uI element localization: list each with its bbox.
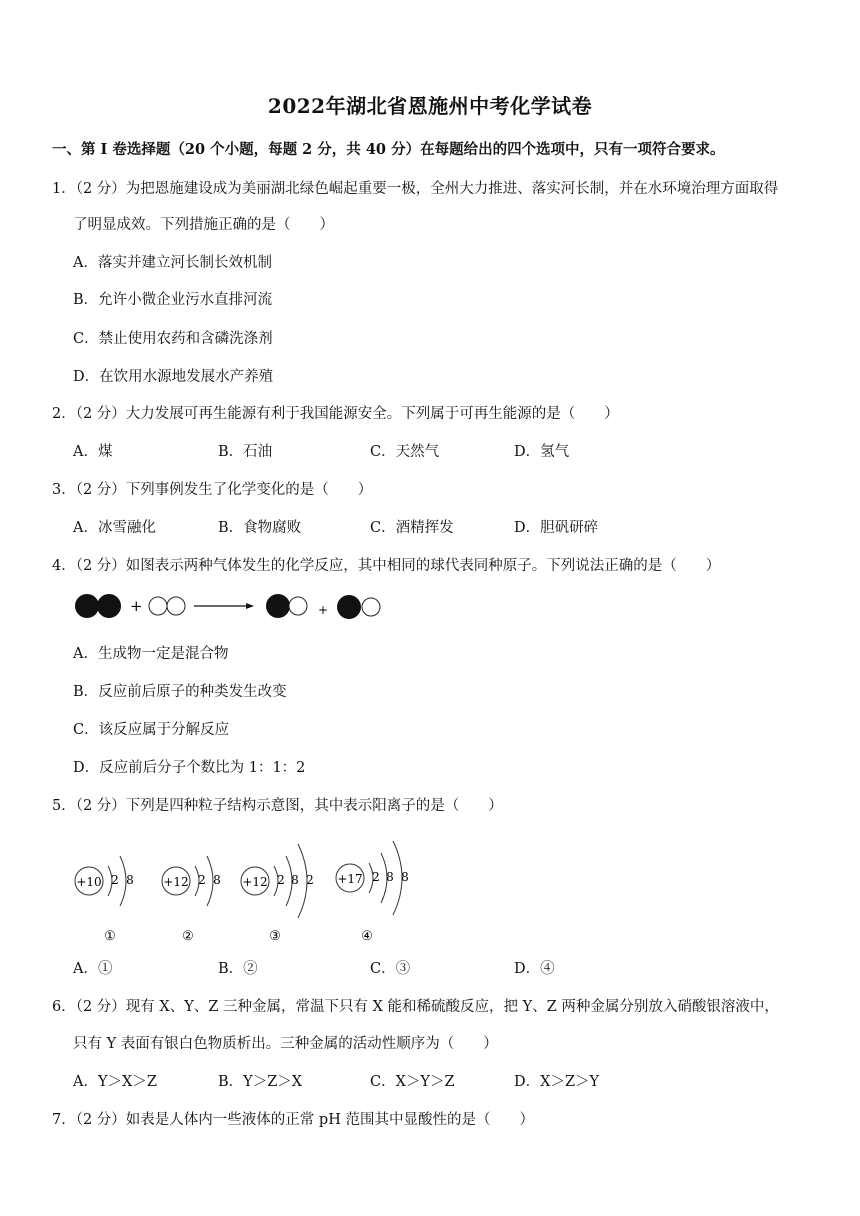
question-4-option-b: B．反应前后原子的种类发生改变 [73, 684, 287, 700]
reaction-diagram [70, 588, 390, 626]
question-5-option-c: C．③ [370, 961, 411, 977]
molecule-black-white-2 [338, 596, 381, 619]
shell-electrons: 2 [277, 873, 285, 887]
question-1-stem-line1: 1．（2 分）为把恩施建设成为美丽湖北绿色崛起重要一极，全州大力推进、落实河长制，并在水环境治理方面取得 [52, 181, 779, 197]
page-title: 2022年湖北省恩施州中考化学试卷 [267, 94, 593, 118]
shell-electrons: 2 [198, 873, 206, 887]
question-3-option-b: B．食物腐败 [218, 520, 302, 536]
molecule-black-black [76, 595, 121, 618]
question-6-option-a: A．Y＞X＞Z [73, 1074, 157, 1090]
nucleus-charge: +10 [76, 875, 102, 889]
section-heading: 一、第 I 卷选择题（20 个小题，每题 2 分，共 40 分）在每题给出的四个选项中，只有一项符合要求。 [52, 141, 725, 158]
question-6-stem-line1: 6．（2 分）现有 X、Y、Z 三种金属，常温下只有 X 能和稀硫酸反应，把 Y、Z 两种金属分别放入硝酸银溶液中， [52, 999, 779, 1015]
atom-diagram-2 [162, 856, 221, 944]
shell-electrons: 8 [213, 873, 221, 887]
question-2-option-d: D．氢气 [514, 444, 570, 460]
question-1-option-d: D．在饮用水源地发展水产养殖 [73, 369, 274, 385]
diagram-label: ① [104, 929, 116, 944]
atomic-structure-diagrams [70, 826, 430, 948]
question-3-option-c: C．酒精挥发 [370, 520, 454, 536]
question-2-stem: 2．（2 分）大力发展可再生能源有利于我国能源安全。下列属于可再生能源的是（ ） [52, 406, 619, 422]
atom-diagram-1 [75, 856, 134, 944]
nucleus-charge: +12 [163, 875, 189, 889]
question-4-option-c: C．该反应属于分解反应 [73, 722, 230, 738]
question-3-option-d: D．胆矾研碎 [514, 520, 599, 536]
question-4-stem: 4．（2 分）如图表示两种气体发生的化学反应，其中相同的球代表同种原子。下列说法正确的是（ ） [52, 558, 721, 574]
shell-electrons: 8 [386, 870, 394, 884]
nucleus-charge: +12 [242, 875, 268, 889]
plus-sign: + [130, 597, 143, 615]
question-2-option-c: C．天然气 [370, 444, 440, 460]
question-4-option-d: D．反应前后分子个数比为 1：1：2 [73, 760, 306, 776]
diagram-label: ③ [269, 929, 281, 944]
question-1-option-c: C．禁止使用农药和含磷洗涤剂 [73, 331, 273, 347]
question-6-option-c: C．X＞Y＞Z [370, 1074, 455, 1090]
nucleus-charge: +17 [337, 872, 363, 886]
molecule-black-white-1 [267, 595, 308, 618]
question-1-option-b: B．允许小微企业污水直排河流 [73, 292, 273, 308]
plus-sign: + [318, 603, 329, 617]
question-3-option-a: A．冰雪融化 [73, 520, 156, 536]
diagram-label: ② [182, 929, 194, 944]
question-6-stem-line2: 只有 Y 表面有银白色物质析出。三种金属的活动性顺序为（ ） [73, 1036, 498, 1052]
question-3-stem: 3．（2 分）下列事例发生了化学变化的是（ ） [52, 482, 373, 498]
shell-electrons: 8 [401, 870, 409, 884]
question-1-stem-line2: 了明显成效。下列措施正确的是（ ） [73, 217, 334, 233]
question-4-option-a: A．生成物一定是混合物 [73, 646, 229, 662]
shell-electrons: 2 [111, 873, 119, 887]
question-7-stem: 7．（2 分）如表是人体内一些液体的正常 pH 范围其中显酸性的是（ ） [52, 1112, 534, 1128]
question-2-option-a: A．煤 [73, 444, 113, 460]
shell-electrons: 8 [126, 873, 134, 887]
shell-electrons: 8 [291, 873, 299, 887]
question-5-option-d: D．④ [514, 961, 555, 977]
question-6-option-b: B．Y＞Z＞X [218, 1074, 303, 1090]
question-5-option-a: A．① [73, 961, 113, 977]
question-6-option-d: D．X＞Z＞Y [514, 1074, 600, 1090]
shell-electrons: 2 [306, 873, 314, 887]
molecule-white-white [149, 597, 185, 615]
question-5-stem: 5．（2 分）下列是四种粒子结构示意图，其中表示阳离子的是（ ） [52, 798, 503, 814]
question-1-option-a: A．落实并建立河长制长效机制 [73, 255, 272, 271]
reaction-arrow [194, 603, 254, 609]
atom-diagram-3 [241, 844, 314, 944]
question-2-option-b: B．石油 [218, 444, 273, 460]
shell-electrons: 2 [372, 870, 380, 884]
diagram-label: ④ [361, 929, 373, 944]
atom-diagram-4 [336, 841, 409, 944]
question-5-option-b: B．② [218, 961, 258, 977]
